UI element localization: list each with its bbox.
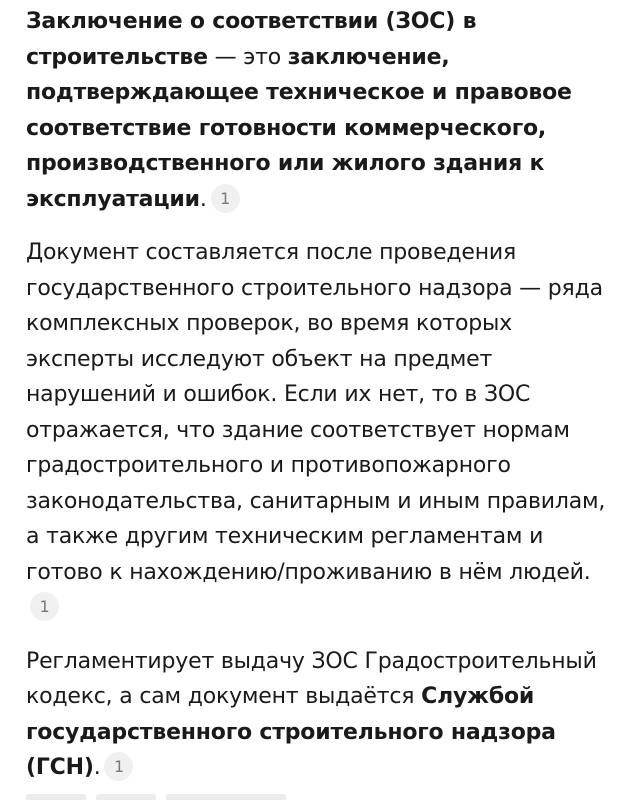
definition-highlight: заключение, подтверждающее техническое и правовое соответствие готовности коммерческого, производственного или жилого здания к эксплуатации [26, 44, 572, 212]
paragraph-definition [26, 4, 611, 217]
paragraph-procedure [26, 235, 611, 626]
article-body [26, 4, 611, 786]
text-fragment: . [199, 186, 207, 212]
text-fragment: . [93, 755, 101, 780]
paragraph-text: Документ составляется после проведения государственного строительного надзора — ряда комплексных проверок, во время которых эксперты исследуют объект на предмет нарушений и ошибок. Если их нет, то в ЗОС отражается, что здание соответствует нормам градостроительного и противопожарного законодательства, санитарным и иным правилам, а также другим техническим регламентам и готово к нахождению/проживанию в нём людей. [26, 240, 606, 585]
cut-off-buttons-row [26, 794, 286, 800]
source-reference-badge[interactable]: 1 [104, 752, 133, 781]
cut-off-button[interactable] [96, 794, 156, 800]
cut-off-button[interactable] [26, 794, 86, 800]
authority-highlight: Службой государственного строительного надзора (ГСН) [26, 684, 556, 780]
text-fragment: — это [207, 44, 288, 70]
source-reference-badge[interactable]: 1 [30, 592, 59, 621]
paragraph-regulation [26, 644, 611, 786]
source-reference-badge[interactable]: 1 [211, 184, 240, 213]
term-highlight: Заключение о соответствии (ЗОС) в строительстве [26, 9, 477, 70]
text-fragment: Регламентирует выдачу ЗОС Градостроительный кодекс, а сам документ выдаётся [26, 648, 597, 709]
cut-off-button[interactable] [166, 794, 286, 800]
